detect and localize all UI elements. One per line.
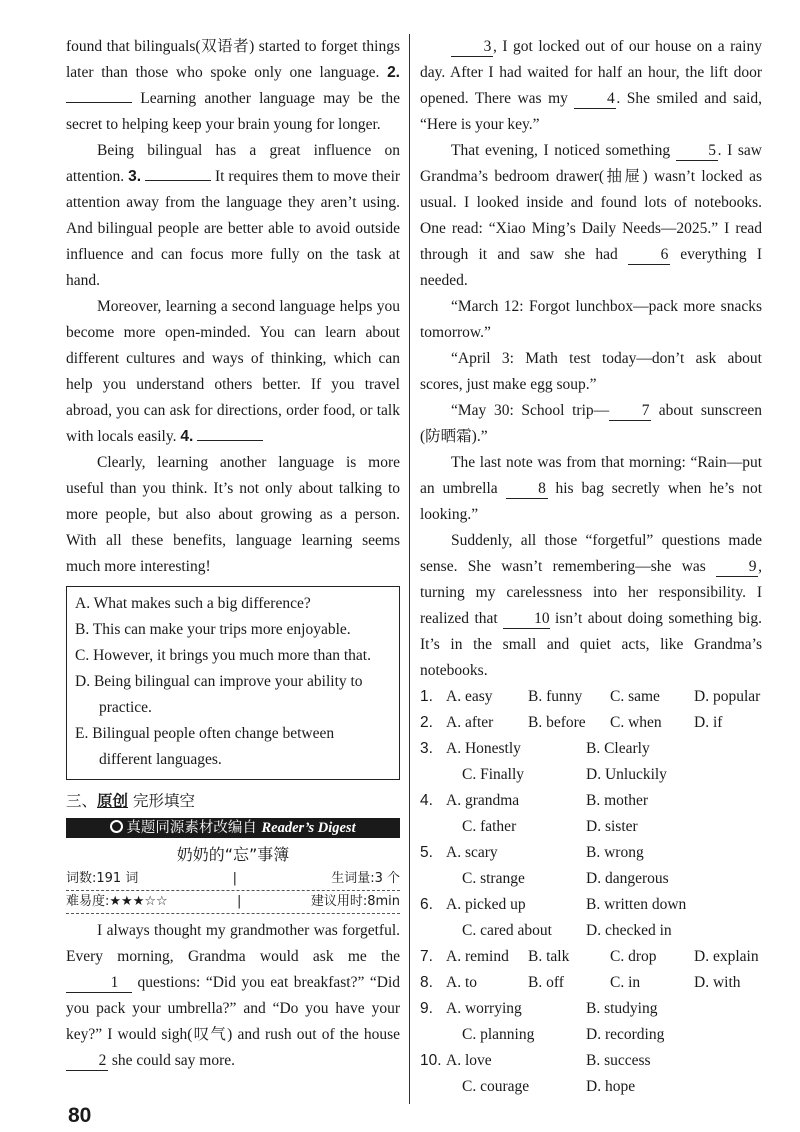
choice-option[interactable]: B. success [586, 1052, 651, 1069]
passage-paragraph: Being bilingual has a great influence on attention. 3. It requires them to move their attention away from the language they aren’t using. And bilingual people are better able to avoid outside influence and can focus more fully on the task at hand. [66, 142, 401, 289]
choice-option[interactable]: B. off [528, 974, 564, 991]
choice-option[interactable]: C. courage [462, 1078, 530, 1095]
choice-option[interactable]: B. before [528, 714, 586, 731]
choice-option[interactable]: B. wrong [586, 844, 644, 861]
choice-option[interactable]: A. scary [446, 844, 498, 861]
option-item[interactable]: E. Bilingual people often change between different languages. [75, 725, 335, 768]
page-number: 80 [68, 1104, 92, 1127]
passage-paragraph: That evening, I noticed something 5 . I saw Grandma’s bedroom drawer(抽屉) wasn’t locked as usual. I looked inside and found lots of notebooks. One read: “Xiao Ming’s Daily Needs—2025.” I read through it and saw she had 6 everything I needed. [420, 142, 763, 289]
passage-meta-row: 词数:191 词 | 生词量:3 个 [66, 868, 400, 891]
question-row [420, 892, 762, 918]
section-heading: 三、原创 完形填空 [66, 792, 195, 810]
question-row [420, 684, 762, 710]
choice-option[interactable]: B. studying [586, 1000, 658, 1017]
question-number: 6. [420, 896, 433, 913]
question-row [420, 762, 762, 788]
cloze-blank[interactable]: 3 [451, 38, 493, 57]
question-row [420, 1048, 762, 1074]
option-item[interactable]: C. However, it brings you much more than that. [75, 647, 371, 664]
question-number: 3. [420, 740, 433, 757]
cloze-blank[interactable]: 4 [574, 90, 616, 109]
answer-blank[interactable] [66, 102, 132, 103]
question-number: 7. [420, 948, 433, 965]
question-number: 2. [420, 714, 433, 731]
right-column [420, 34, 762, 1100]
option-item[interactable]: A. What makes such a big difference? [75, 595, 311, 612]
question-number: 9. [420, 1000, 433, 1017]
option-item[interactable]: D. Being bilingual can improve your ability to practice. [75, 673, 363, 716]
choice-option[interactable]: A. after [446, 714, 494, 731]
passage-paragraph: “May 30: School trip— 7 about sunscreen (防晒霜).” [420, 402, 762, 445]
question-number: 1. [420, 688, 433, 705]
option-item[interactable]: B. This can make your trips more enjoyable. [75, 621, 351, 638]
question-number: 10. [420, 1052, 442, 1069]
choice-option[interactable]: D. dangerous [586, 870, 669, 887]
left-column [66, 34, 400, 1074]
passage-paragraph: Suddenly, all those “forgetful” questions made sense. She wasn’t remembering—she was 9 , turning my carelessness into her responsibility. I realized that 10 isn’t about doing something big. It’s in the small and quiet acts, like Grandma’s notebooks. [420, 532, 762, 679]
cloze-blank[interactable]: 5 [676, 142, 718, 161]
cloze-blank[interactable]: 8 [506, 480, 548, 499]
question-row [420, 918, 762, 944]
question-row [420, 840, 762, 866]
choice-option[interactable]: B. written down [586, 896, 687, 913]
choice-option[interactable]: B. funny [528, 688, 583, 705]
passage-meta-row: 难易度:★★★☆☆ | 建议用时:8min [66, 891, 400, 914]
choice-option[interactable]: D. hope [586, 1078, 636, 1095]
choice-option[interactable]: C. strange [462, 870, 525, 887]
choice-option[interactable]: C. same [610, 688, 660, 705]
answer-blank[interactable] [145, 180, 211, 181]
choice-option[interactable]: A. worrying [446, 1000, 522, 1017]
question-row [420, 944, 762, 970]
question-row [420, 1074, 762, 1100]
choice-option[interactable]: A. Honestly [446, 740, 521, 757]
cloze-blank[interactable]: 10 [503, 610, 550, 629]
passage-paragraph: “March 12: Forgot lunchbox—pack more snacks tomorrow.” [420, 298, 762, 341]
question-row [420, 710, 762, 736]
question-number: 4. [420, 792, 433, 809]
cloze-blank[interactable]: 1 [66, 974, 132, 993]
question-row [420, 736, 762, 762]
choice-option[interactable]: D. checked in [586, 922, 672, 939]
source-banner: 真题同源素材改编自 Reader’s Digest [66, 818, 400, 838]
choice-option[interactable]: A. easy [446, 688, 493, 705]
question-row [420, 970, 762, 996]
passage-title: 奶奶的“忘”事簿 [176, 845, 290, 864]
choice-option[interactable]: B. talk [528, 948, 570, 965]
choice-option[interactable]: A. grandma [446, 792, 520, 809]
column-divider [409, 34, 410, 1104]
passage-paragraph: 3 , I got locked out of our house on a rainy day. After I had waited for half an hour, the lift door opened. There was my 4 . She smiled and said, “Here is your key.” [420, 38, 763, 133]
passage-paragraph: found that bilinguals(双语者) started to forget things later than those who spoke only one language. 2. Learning another language may be the secret to helping keep your brain young for longer. [66, 38, 400, 133]
choice-option[interactable]: D. popular [694, 688, 761, 705]
question-row [420, 1022, 762, 1048]
choice-option[interactable]: C. in [610, 974, 641, 991]
choice-option[interactable]: A. to [446, 974, 477, 991]
passage-paragraph: Moreover, learning a second language helps you become more open-minded. You can learn about different cultures and ways of thinking, which can help you understand others better. If you travel abroad, you can ask for directions, order food, or talk with locals easily. 4. [66, 298, 400, 445]
passage-paragraph: Clearly, learning another language is more useful than you think. It’s not only about talking to more people, but also about growing as a person. With all these benefits, language learning seems much more interesting! [66, 454, 400, 575]
passage-paragraph: I always thought my grandmother was forgetful. Every morning, Grandma would ask me the 1 questions: “Did you eat breakfast?” “Did you pack your umbrella?” and “Do you have your key?” I would sigh(叹气) and rush out of the house 2 she could say more. [66, 922, 400, 1069]
cloze-blank[interactable]: 7 [609, 402, 651, 421]
question-row [420, 996, 762, 1022]
question-number: 5. [420, 844, 433, 861]
choice-option[interactable]: D. sister [586, 818, 638, 835]
choice-option[interactable]: B. Clearly [586, 740, 650, 757]
choice-option[interactable]: D. Unluckily [586, 766, 667, 783]
choice-option[interactable]: C. Finally [462, 766, 525, 783]
options-box [66, 586, 400, 780]
choice-option[interactable]: C. cared about [462, 922, 552, 939]
cloze-blank[interactable]: 6 [628, 246, 670, 265]
cloze-blank[interactable]: 2 [66, 1052, 108, 1071]
choice-option[interactable]: C. when [610, 714, 662, 731]
search-icon [110, 820, 123, 833]
answer-choices-list [420, 684, 762, 1100]
choice-option[interactable]: D. recording [586, 1026, 665, 1043]
answer-blank[interactable] [197, 440, 263, 441]
question-row [420, 814, 762, 840]
passage-paragraph: The last note was from that morning: “Rain—put an umbrella 8 his bag secretly when he’s not looking.” [420, 454, 762, 523]
choice-option[interactable]: A. picked up [446, 896, 526, 913]
question-row [420, 866, 762, 892]
question-row [420, 788, 762, 814]
choice-option[interactable]: D. explain [694, 948, 759, 965]
choice-option[interactable]: A. love [446, 1052, 492, 1069]
passage-paragraph: “April 3: Math test today—don’t ask about scores, just make egg soup.” [420, 350, 762, 393]
choice-option[interactable]: D. with [694, 974, 741, 991]
question-number: 8. [420, 974, 433, 991]
choice-option[interactable]: B. mother [586, 792, 648, 809]
choice-option[interactable]: A. remind [446, 948, 509, 965]
choice-option[interactable]: C. planning [462, 1026, 535, 1043]
choice-option[interactable]: C. father [462, 818, 517, 835]
choice-option[interactable]: C. drop [610, 948, 657, 965]
cloze-blank[interactable]: 9 [716, 558, 758, 577]
choice-option[interactable]: D. if [694, 714, 723, 731]
